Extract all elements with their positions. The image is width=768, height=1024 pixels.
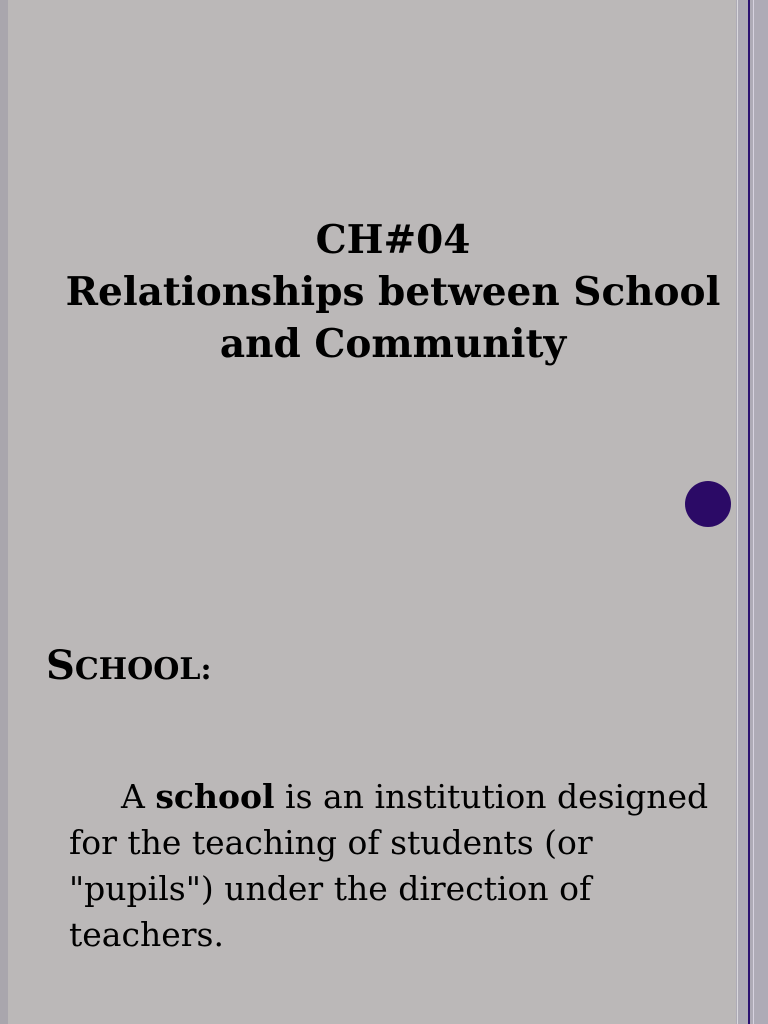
paragraph-line-4: teachers.: [69, 915, 224, 954]
paragraph-line-2: for the teaching of students (or: [69, 823, 593, 862]
right-edge-band: [736, 0, 768, 1024]
title-line-chapter: CH#04: [315, 217, 471, 263]
line1-suffix: is an institution designed: [274, 777, 709, 816]
left-edge-border: [0, 0, 8, 1024]
accent-dot-icon: [685, 481, 731, 527]
paragraph-line-1: [69, 774, 739, 820]
paragraph-line-3: "pupils") under the direction of: [69, 869, 592, 908]
right-accent-rule: [748, 0, 750, 1024]
heading-first-letter: S: [46, 642, 75, 689]
definition-paragraph: [69, 774, 739, 958]
slide-title: [40, 214, 746, 370]
section-heading: [46, 640, 212, 696]
term-school: school: [155, 777, 275, 816]
right-light-rule: [753, 0, 754, 1024]
heading-rest: CHOOL:: [74, 652, 212, 687]
title-line-main: Relationships between School: [65, 269, 721, 315]
title-line-sub: and Community: [219, 321, 567, 367]
line1-prefix: A: [121, 777, 156, 816]
